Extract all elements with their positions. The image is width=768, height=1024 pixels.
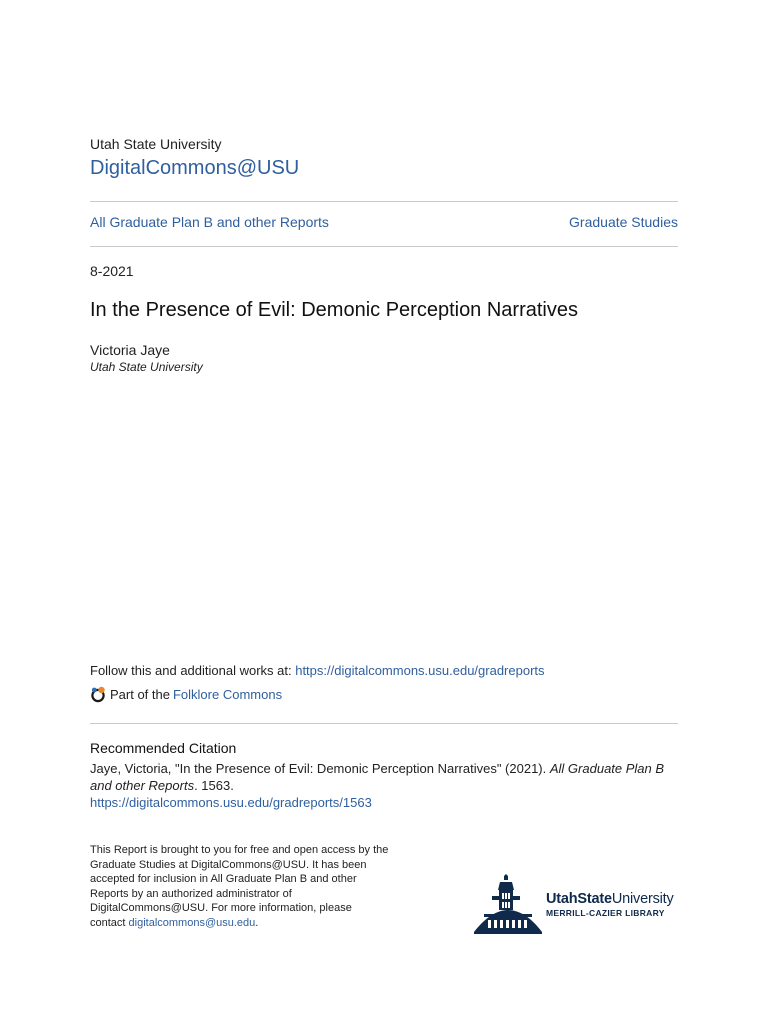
divider-nav [90,246,678,247]
follow-line [90,663,545,678]
collection-nav [90,214,678,230]
part-of-prefix: Part of the [110,687,170,702]
author-affiliation: Utah State University [90,360,203,374]
access-notice [90,843,390,931]
citation-plain: Jaye, Victoria, "In the Presence of Evil: Demonic Perception Narratives" (2021). [90,761,550,776]
logo-subtitle: MERRILL-CAZIER LIBRARY [546,907,665,918]
contact-email-link[interactable]: digitalcommons@usu.edu [128,916,256,929]
old-main-tower-icon [474,874,542,934]
notice-end: . [255,916,259,929]
citation-heading: Recommended Citation [90,740,237,756]
citation-url-link[interactable]: https://digitalcommons.usu.edu/gradreports/1563 [90,795,372,810]
university-name: Utah State University [90,136,222,152]
citation-text [90,760,678,794]
library-logo [474,872,682,936]
logo-regular: University [611,890,674,907]
document-title: In the Presence of Evil: Demonic Perception Narratives [90,299,578,321]
citation-suffix: . 1563. [194,778,234,793]
follow-prefix: Follow this and additional works at: [90,663,296,678]
divider-top [90,201,678,202]
citation-italic: All Graduate Plan B and other Reports [90,761,665,793]
divider-citation [90,723,678,724]
notice-text: This Report is brought to you for free and open access by the Graduate Studies at DigitalCommons@USU. It has been accepted for inclusion in All Graduate Plan B and other Reports by an authorized administrator of DigitalCommons@USU. For more information, please contact [90,844,389,929]
collection-link[interactable]: All Graduate Plan B and other Reports [90,214,329,230]
logo-bold: UtahState [546,890,612,907]
part-of-line [90,686,282,703]
author-name: Victoria Jaye [90,342,170,358]
logo-main-text [546,891,674,907]
publication-date: 8-2021 [90,263,134,279]
folklore-commons-link[interactable]: Folklore Commons [172,687,283,702]
follow-url-link[interactable]: https://digitalcommons.usu.edu/gradreports [295,663,545,678]
repository-link[interactable]: DigitalCommons@USU [90,157,300,179]
network-commons-icon [90,686,107,703]
cover-page [90,0,678,1024]
logo-wordmark [546,891,674,918]
department-link[interactable]: Graduate Studies [569,214,678,230]
